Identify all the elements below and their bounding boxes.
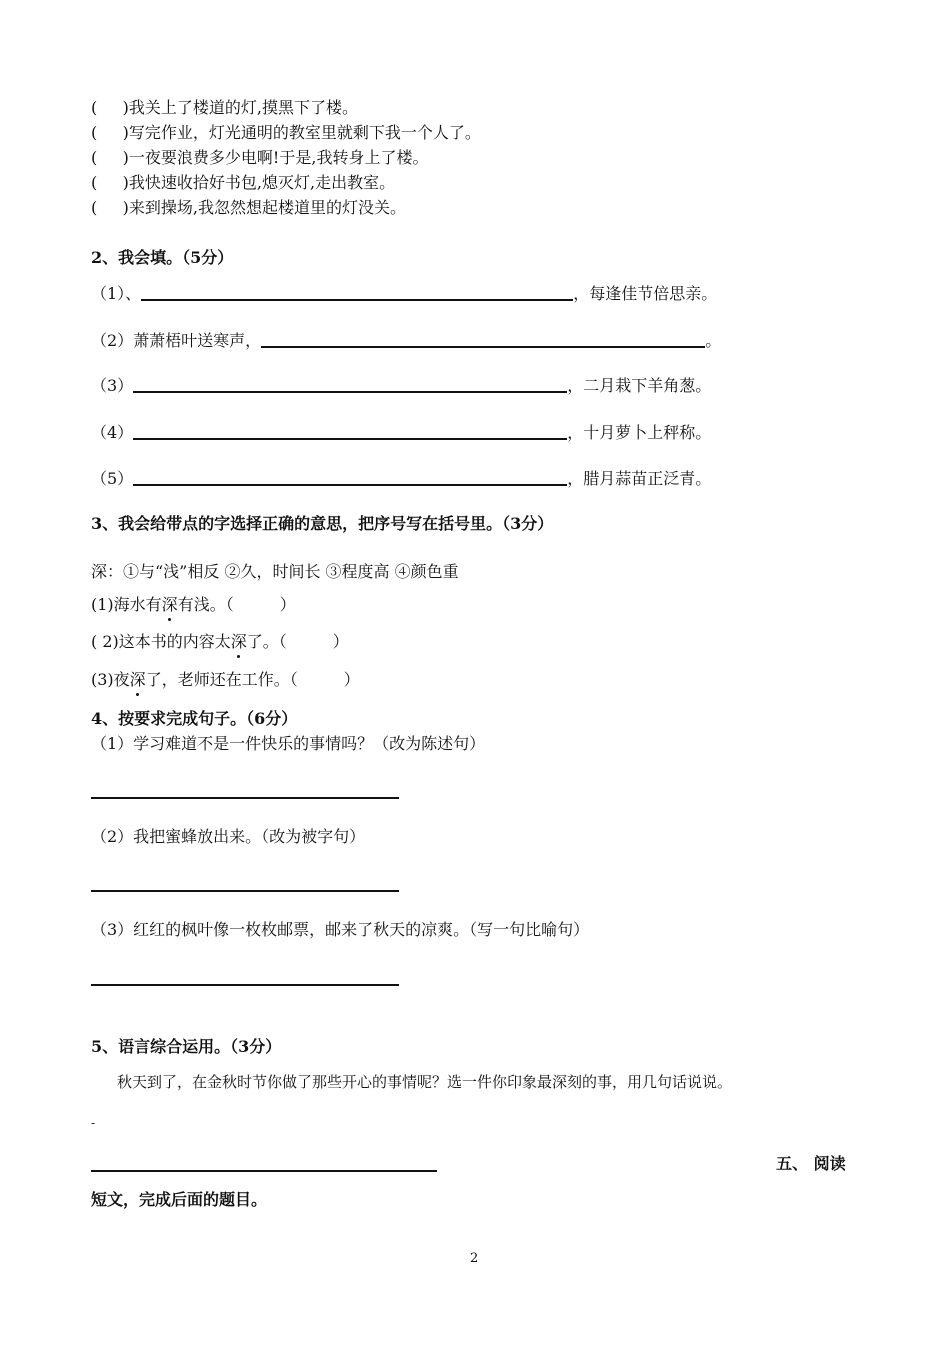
meaning-item-text: ( 2)这本书的内容太 — [91, 632, 231, 651]
answer-line[interactable] — [91, 984, 399, 986]
order-item-text: 我快速收拾好书包,熄灭灯,走出教室。 — [128, 173, 396, 192]
order-item-text: 来到操场,我忽然想起楼道里的灯没关。 — [128, 198, 407, 217]
fill-suffix: 。 — [705, 331, 722, 350]
meaning-item-close: ） — [332, 632, 349, 651]
meaning-item-text: 了。（ — [246, 632, 287, 651]
section-4-heading: 4、按要求完成句子。（6分） — [91, 709, 298, 728]
meaning-item-text: (3)夜 — [91, 670, 130, 689]
fill-prefix: （5） — [91, 469, 134, 488]
answer-line[interactable] — [91, 797, 399, 799]
fill-suffix: ，每逢佳节倍思亲。 — [573, 284, 718, 303]
sentence-task: （3）红红的枫叶像一枚枚邮票，邮来了秋天的凉爽。（写一句比喻句） — [91, 920, 590, 939]
section-6-heading-start — [776, 1154, 846, 1174]
fill-item — [91, 422, 711, 443]
fill-item — [91, 330, 721, 351]
order-item-text: 写完作业，灯光通明的教室里就剩下我一个人了。 — [128, 123, 481, 142]
order-item-text: 一夜要浪费多少电啊!于是,我转身上了楼。 — [128, 148, 429, 167]
page-number: 2 — [470, 1251, 479, 1266]
dotted-char: 深 — [230, 632, 247, 651]
fill-item — [91, 375, 711, 396]
meaning-item-text: 了，老师还在工作。（ — [145, 670, 298, 689]
order-item — [91, 123, 481, 143]
fill-prefix: （1）、 — [91, 284, 142, 303]
fill-blank[interactable] — [133, 375, 567, 393]
fill-suffix: ，腊月蒜苗正泛青。 — [567, 469, 712, 488]
dotted-char: 深 — [129, 670, 146, 689]
order-item — [91, 98, 358, 118]
section-5-heading: 5、语言综合运用。（3分） — [91, 1037, 282, 1056]
fill-prefix: （4） — [91, 423, 134, 442]
fill-blank[interactable] — [133, 422, 567, 440]
order-item — [91, 173, 395, 193]
answer-paren[interactable]: ( ) — [91, 148, 129, 167]
fill-prefix: （3） — [91, 376, 134, 395]
answer-paren[interactable]: ( ) — [91, 173, 129, 192]
meaning-item — [91, 595, 296, 615]
fill-suffix: ，二月栽下羊角葱。 — [567, 376, 712, 395]
fill-blank[interactable] — [133, 468, 567, 486]
section-6-heading-text: 五、 阅读 — [776, 1154, 846, 1173]
meaning-item — [91, 632, 349, 652]
fill-suffix: ，十月萝卜上秤称。 — [567, 423, 712, 442]
dotted-char: 深 — [161, 595, 178, 614]
order-item — [91, 198, 406, 218]
fill-blank[interactable] — [141, 283, 573, 301]
fill-item — [91, 468, 711, 489]
meaning-item — [91, 670, 360, 690]
order-item — [91, 148, 428, 168]
fill-blank[interactable] — [261, 330, 705, 348]
section-6-heading-end: 短文，完成后面的题目。 — [91, 1190, 268, 1209]
answer-paren[interactable]: ( ) — [91, 98, 129, 117]
sentence-task: （1）学习难道不是一件快乐的事情吗？（改为陈述句） — [91, 734, 486, 753]
meaning-item-close: ） — [279, 595, 296, 614]
meaning-item-text: (1)海水有 — [91, 595, 162, 614]
sentence-task: （2）我把蜜蜂放出来。（改为被字句） — [91, 827, 366, 846]
fill-item — [91, 283, 717, 304]
answer-line[interactable] — [91, 1170, 437, 1172]
meaning-options: 深：①与“浅”相反 ②久，时间长 ③程度高 ④颜色重 — [91, 562, 459, 581]
stray-dash: - — [91, 1116, 96, 1130]
answer-line[interactable] — [91, 890, 399, 892]
order-item-text: 我关上了楼道的灯,摸黑下了楼。 — [128, 98, 359, 117]
fill-prefix: （2）萧萧梧叶送寒声， — [91, 331, 262, 350]
answer-paren[interactable]: ( ) — [91, 198, 129, 217]
meaning-item-close: ） — [343, 670, 360, 689]
section-3-heading: 3、我会给带点的字选择正确的意思，把序号写在括号里。（3分） — [91, 514, 554, 533]
meaning-item-text: 有浅。（ — [177, 595, 234, 614]
section-5-prompt: 秋天到了，在金秋时节你做了那些开心的事情呢？选一件你印象最深刻的事，用几句话说说。 — [117, 1073, 733, 1091]
answer-paren[interactable]: ( ) — [91, 123, 129, 142]
section-2-heading: 2、我会填。（5分） — [91, 248, 234, 267]
